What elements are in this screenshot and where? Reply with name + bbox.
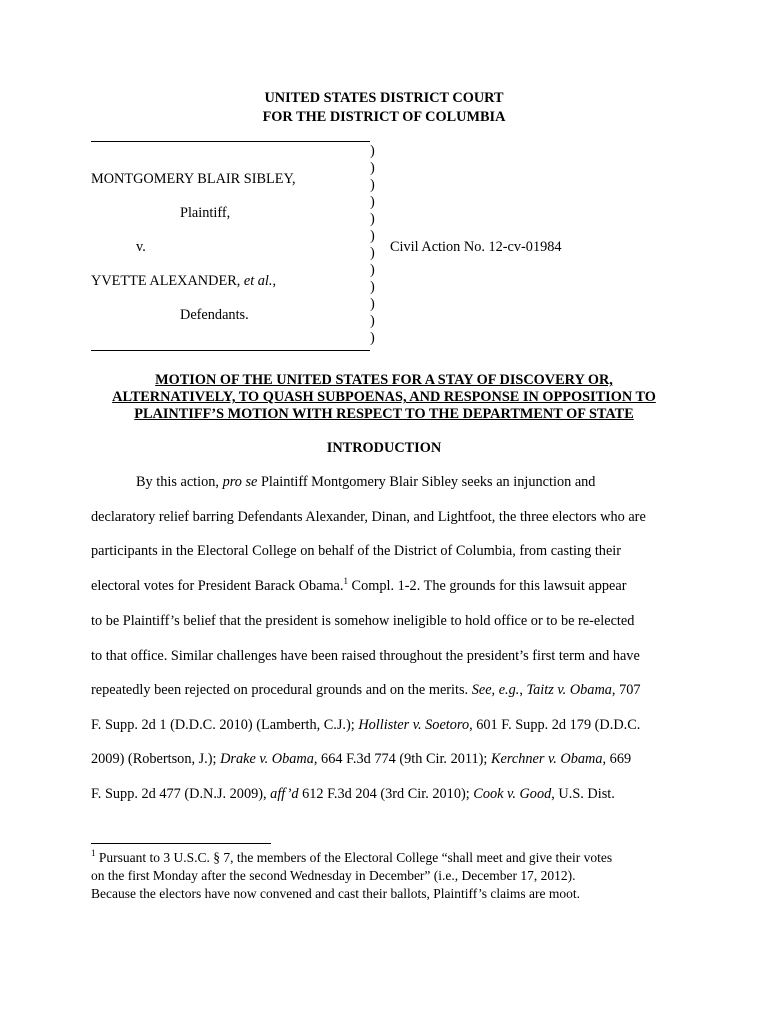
caption-bottom-rule (91, 350, 370, 351)
body-line: to that office. Similar challenges have been raised throughout the president’s first term and have (91, 648, 640, 664)
civil-action-number: Civil Action No. 12-cv-01984 (390, 239, 562, 255)
footnote-line: on the first Monday after the second Wednesday in December” (i.e., December 17, 2012). (91, 868, 576, 883)
footnote-line: Because the electors have now convened and cast their ballots, Plaintiff’s claims are moot. (91, 886, 580, 901)
caption-paren: ) (370, 279, 375, 295)
body-line: participants in the Electoral College on behalf of the District of Columbia, from casting their (91, 543, 622, 559)
caption-paren: ) (370, 228, 375, 244)
versus: v. (136, 239, 146, 255)
caption-paren: ) (370, 330, 375, 346)
footnote-marker: 1 (91, 848, 96, 858)
caption-top-rule (91, 141, 370, 142)
caption-paren: ) (370, 177, 375, 193)
body-line: By this action, pro se Plaintiff Montgomery Blair Sibley seeks an injunction and (136, 474, 596, 490)
caption-paren: ) (370, 245, 375, 261)
caption-paren: ) (370, 143, 375, 159)
caption-paren: ) (370, 296, 375, 312)
body-line: electoral votes for President Barack Obama.$^1$ Compl. 1-2. The grounds for this lawsuit appear (91, 576, 627, 594)
body-line: 2009) (Robertson, J.); Drake v. Obama, 664 F.3d 774 (9th Cir. 2011); Kerchner v. Obama, 669 (91, 751, 632, 767)
defendant-role: Defendants. (180, 307, 249, 323)
footnote-separator (91, 843, 271, 844)
caption-paren: ) (370, 313, 375, 329)
caption-paren: ) (370, 211, 375, 227)
plaintiff-name: MONTGOMERY BLAIR SIBLEY, (91, 171, 296, 187)
body-line: declaratory relief barring Defendants Alexander, Dinan, and Lightfoot, the three electors who are (91, 509, 646, 525)
introduction-heading: INTRODUCTION (326, 440, 442, 456)
motion-title-line3: PLAINTIFF’S MOTION WITH RESPECT TO THE DEPARTMENT OF STATE (134, 406, 634, 422)
body-line: F. Supp. 2d 477 (D.N.J. 2009), aff’d 612 F.3d 204 (3rd Cir. 2010); Cook v. Good, U.S. Dist. (91, 786, 615, 802)
plaintiff-role: Plaintiff, (180, 205, 231, 221)
motion-title-line1: MOTION OF THE UNITED STATES FOR A STAY OF DISCOVERY OR, (155, 372, 613, 388)
body-line: repeatedly been rejected on procedural grounds and on the merits. See, e.g., Taitz v. Obama, 707 (91, 682, 641, 698)
footnote-reference[interactable]: 1 (343, 576, 348, 586)
motion-title-line2: ALTERNATIVELY, TO QUASH SUBPOENAS, AND RESPONSE IN OPPOSITION TO (112, 389, 656, 405)
defendant-name: YVETTE ALEXANDER, et al., (91, 273, 277, 289)
body-line: F. Supp. 2d 1 (D.D.C. 2010) (Lamberth, C.J.); Hollister v. Soetoro, 601 F. Supp. 2d 179 (D.D.C. (91, 717, 641, 733)
body-line: to be Plaintiff’s belief that the president is somehow ineligible to hold office or to be re-elected (91, 613, 635, 629)
court-name-line1: UNITED STATES DISTRICT COURT (264, 90, 504, 106)
caption-paren: ) (370, 262, 375, 278)
caption-paren: ) (370, 194, 375, 210)
footnote-line: $^1$ Pursuant to 3 U.S.C. § 7, the members of the Electoral College “shall meet and give their votes (91, 848, 613, 865)
court-name-line2: FOR THE DISTRICT OF COLUMBIA (262, 109, 506, 125)
caption-paren: ) (370, 160, 375, 176)
